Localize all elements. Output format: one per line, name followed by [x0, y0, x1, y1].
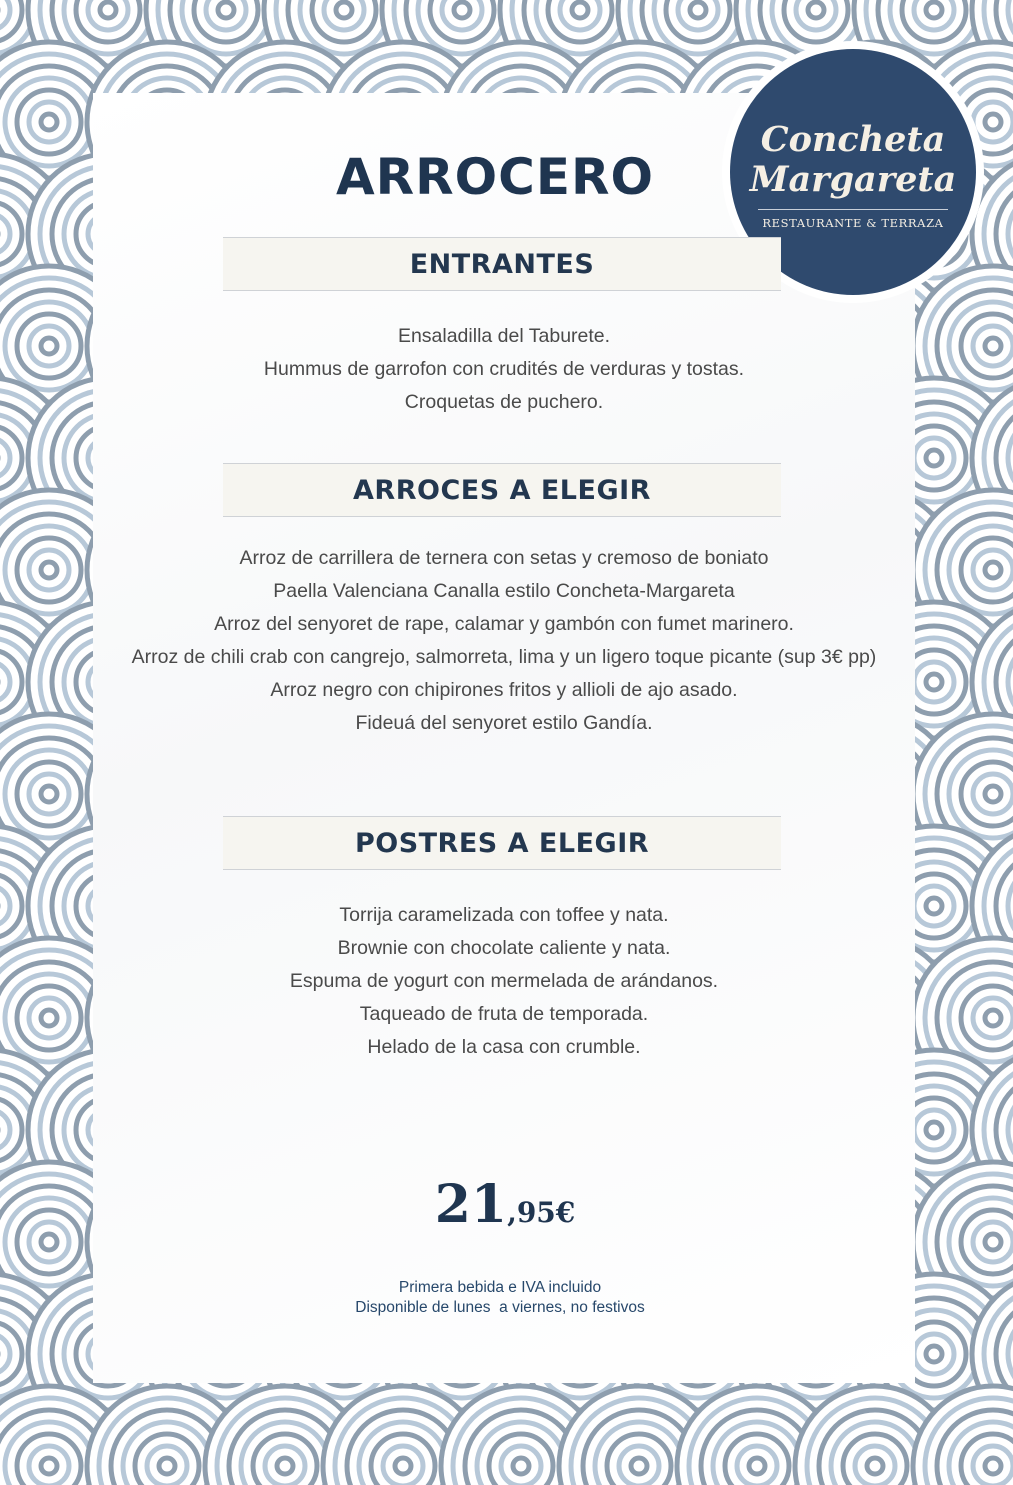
menu-item: Hummus de garrofon con crudités de verduras y tostas.	[263, 358, 745, 380]
menu-item: Croquetas de puchero.	[404, 391, 604, 413]
menu-item: Ensaladilla del Taburete.	[397, 325, 611, 347]
section-heading-entrantes	[223, 237, 781, 291]
price-integer: 21	[434, 1174, 508, 1235]
menu-item: Taqueado de fruta de temporada.	[359, 1003, 649, 1025]
menu-item: Torrija caramelizada con toffee y nata.	[339, 904, 669, 926]
section-items-postres	[93, 899, 915, 1064]
menu-item: Helado de la casa con crumble.	[367, 1036, 641, 1058]
section-heading-arroces	[223, 463, 781, 517]
menu-item: Fideuá del senyoret estilo Gandía.	[355, 712, 653, 734]
menu-item: Arroz de carrillera de ternera con setas y cremoso de boniato	[239, 547, 769, 569]
menu-item: Paella Valenciana Canalla estilo Concheta-Margareta	[273, 580, 735, 602]
section-items-arroces	[93, 542, 915, 740]
section-heading-text: ARROCES A ELEGIR	[353, 474, 651, 506]
note-drink-vat: Primera bebida e IVA incluido	[398, 1279, 602, 1296]
logo-name-line2: Margareta	[749, 159, 957, 200]
logo-name-line1: Concheta	[760, 119, 946, 160]
section-heading-postres	[223, 816, 781, 870]
menu-item: Arroz de chili crab con cangrejo, salmorreta, lima y un ligero toque picante (sup 3€ pp)	[131, 646, 877, 668]
note-availability: Disponible de lunes a viernes, no festivos	[355, 1299, 645, 1316]
menu-item: Arroz negro con chipirones fritos y allioli de ajo asado.	[270, 679, 738, 701]
menu-price	[380, 1174, 630, 1235]
section-heading-text: ENTRANTES	[409, 248, 595, 280]
section-items-entrantes	[93, 320, 915, 419]
price-decimal: ,95€	[507, 1196, 576, 1229]
logo-subtitle: RESTAURANTE & TERRAZA	[758, 209, 948, 230]
menu-item: Espuma de yogurt con mermelada de arándanos.	[289, 970, 719, 992]
section-heading-text: POSTRES A ELEGIR	[354, 827, 650, 859]
menu-item: Brownie con chocolate caliente y nata.	[337, 937, 671, 959]
menu-title: ARROCERO	[335, 148, 655, 206]
menu-item: Arroz del senyoret de rape, calamar y gambón con fumet marinero.	[214, 613, 794, 635]
